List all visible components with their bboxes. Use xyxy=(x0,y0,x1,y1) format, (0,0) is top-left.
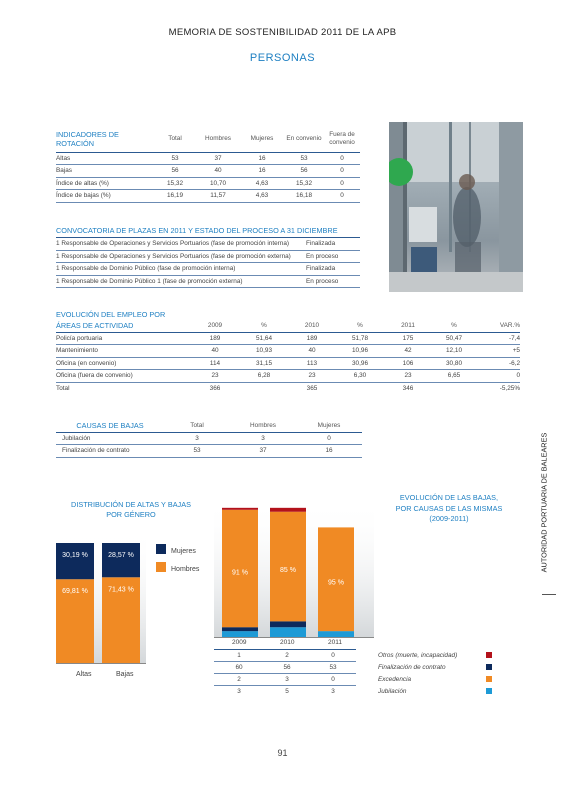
table-row: Finalización de contrato 53 37 16 xyxy=(56,445,362,458)
table-row: 1 Responsable de Operaciones y Servicios Portuarios (fase de promoción interna) Finalizada xyxy=(56,238,360,250)
genero-bar-label: 71,43 % xyxy=(108,586,134,594)
legend-swatch-mujeres xyxy=(156,544,166,554)
bajas-bar-segment xyxy=(222,508,258,510)
rotacion-table xyxy=(56,126,360,203)
genero-chart-title: DISTRIBUCIÓN DE ALTAS Y BAJAS POR GÉNERO xyxy=(71,500,191,519)
legend-label-hombres: Hombres xyxy=(171,566,200,573)
bajas-bar-segment xyxy=(270,621,306,627)
empleo-col-header: % xyxy=(240,320,288,332)
table-row: 2 3 0 Excedencia xyxy=(214,674,494,686)
genero-bar-mujeres-bajas xyxy=(102,543,140,577)
sidebar-organization: AUTORIDAD PORTUARIA DE BALEARES xyxy=(539,432,549,573)
legend-swatch-finalizacion xyxy=(486,664,492,670)
table-row: Bajas 56 40 16 56 0 xyxy=(56,165,360,178)
bajas-bar-label: 85 % xyxy=(280,567,296,575)
bajas-bar-segment xyxy=(318,631,354,637)
bajas-year-label: 2010 xyxy=(280,639,295,646)
genero-category-label: Altas xyxy=(76,671,92,678)
legend-label-mujeres: Mujeres xyxy=(171,548,196,555)
empleo-col-header: 2011 xyxy=(384,320,432,332)
genero-bar-label: 28,57 % xyxy=(108,552,134,559)
legend-swatch-otros xyxy=(486,652,492,658)
table-row: 3 5 3 Jubilación xyxy=(214,686,494,698)
causas-col-header: Mujeres xyxy=(296,420,362,432)
rotacion-col-header: Fuera de convenio xyxy=(324,126,360,152)
bajas-bar-segment xyxy=(270,627,306,637)
sidebar-rule xyxy=(542,594,556,595)
bajas-bar-label: 91 % xyxy=(232,569,248,577)
bajas-bar-segment xyxy=(270,508,306,512)
causas-table xyxy=(56,420,362,458)
rotacion-col-header: Mujeres xyxy=(240,126,284,152)
office-photo xyxy=(389,122,523,292)
bajas-bar-segment xyxy=(222,627,258,631)
causas-col-header: Hombres xyxy=(230,420,296,432)
section-title: PERSONAS xyxy=(249,52,316,64)
bajas-chart xyxy=(214,500,374,650)
table-row: Oficina (en convenio) 114 31,15 113 30,96 106 30,80 -6,2 xyxy=(56,357,520,370)
causas-title: CAUSAS DE BAJAS xyxy=(56,420,164,432)
convocatoria-title: CONVOCATORIA DE PLAZAS EN 2011 Y ESTADO DEL PROCESO A 31 DICIEMBRE xyxy=(56,226,360,238)
rotacion-col-header: Total xyxy=(154,126,196,152)
empleo-title: EVOLUCIÓN DEL EMPLEO POR xyxy=(56,310,166,319)
table-row: Altas 53 37 16 53 0 xyxy=(56,152,360,165)
empleo-col-header: % xyxy=(432,320,476,332)
legend-swatch-hombres xyxy=(156,562,166,572)
bajas-data-table xyxy=(214,649,494,698)
empleo-title-line2: ÁREAS DE ACTIVIDAD xyxy=(56,320,190,332)
bajas-chart-title: EVOLUCIÓN DE LAS BAJAS, POR CAUSAS DE LAS MISMAS (2009-2011) xyxy=(395,493,503,523)
page-number: 91 xyxy=(277,748,288,758)
table-row: Policía portuaria 189 51,64 189 51,78 175 50,47 -7,4 xyxy=(56,332,520,345)
legend-swatch-jubilacion xyxy=(486,688,492,694)
bajas-bar-segment xyxy=(222,631,258,637)
genero-chart xyxy=(56,528,216,688)
table-row: Oficina (fuera de convenio) 23 6,28 23 6,30 23 6,65 0 xyxy=(56,370,520,383)
genero-category-label: Bajas xyxy=(116,671,134,678)
rotacion-title: INDICADORES DE ROTACIÓN xyxy=(56,126,154,152)
empleo-col-header: % xyxy=(336,320,384,332)
convocatoria-table xyxy=(56,238,360,288)
table-row: Mantenimiento 40 10,93 40 10,96 42 12,10 +5 xyxy=(56,345,520,358)
document-title: MEMORIA DE SOSTENIBILIDAD 2011 DE LA APB xyxy=(168,27,397,38)
table-row: Índice de altas (%) 15,32 10,70 4,63 15,32 0 xyxy=(56,177,360,190)
table-row: Índice de bajas (%) 16,19 11,57 4,63 16,18 0 xyxy=(56,190,360,203)
causas-col-header: Total xyxy=(164,420,230,432)
legend-swatch-excedencia xyxy=(486,676,492,682)
table-row: 60 56 53 Finalización de contrato xyxy=(214,662,494,674)
rotacion-col-header: En convenio xyxy=(284,126,324,152)
bajas-year-label: 2009 xyxy=(232,639,247,646)
empleo-table xyxy=(56,320,520,394)
empleo-col-header: VAR.% xyxy=(476,320,520,332)
table-row: 1 Responsable de Dominio Público (fase de promoción interna) Finalizada xyxy=(56,263,360,276)
bajas-bar-label: 95 % xyxy=(328,579,344,587)
bajas-year-label: 2011 xyxy=(328,639,342,646)
table-row: Total 366 365 346 -5,25% xyxy=(56,384,520,392)
genero-bar-label: 30,19 % xyxy=(62,552,88,559)
table-row: 1 2 0 Otros (muerte, incapacidad) xyxy=(214,650,494,662)
table-row: 1 Responsable de Operaciones y Servicios Portuarios (fase de promoción externa) En proceso xyxy=(56,250,360,263)
table-row: 1 Responsable de Dominio Público 1 (fase de promoción externa) En proceso xyxy=(56,275,360,288)
empleo-col-header: 2009 xyxy=(190,320,240,332)
genero-bar-mujeres-altas xyxy=(56,543,94,579)
genero-bar-label: 69,81 % xyxy=(62,588,88,596)
table-row: Jubilación 3 3 0 xyxy=(56,432,362,445)
empleo-col-header: 2010 xyxy=(288,320,336,332)
rotacion-col-header: Hombres xyxy=(196,126,240,152)
